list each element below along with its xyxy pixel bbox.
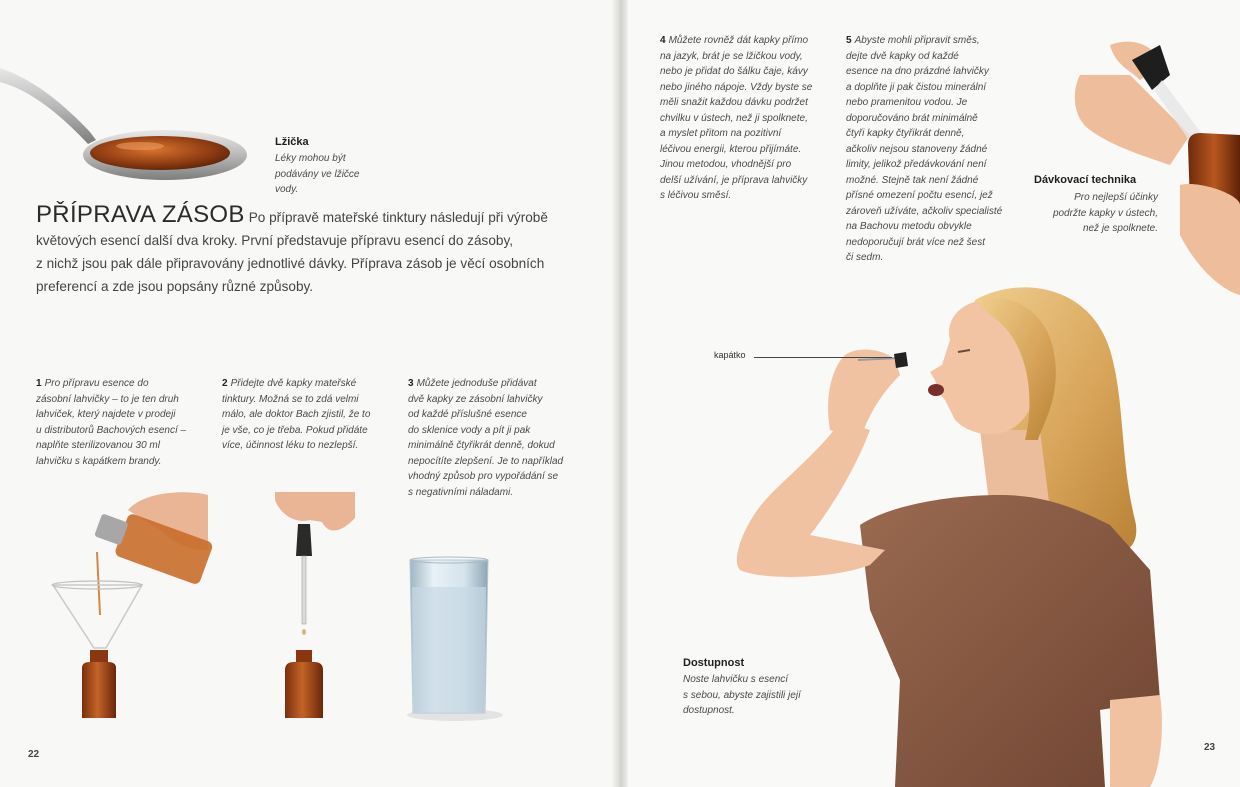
technique-caption-text: Pro nejlepší účinky podržte kapky v ústech, než je spolknete. — [1052, 192, 1158, 234]
section-title: PŘÍPRAVA ZÁSOB — [36, 201, 245, 228]
step-4-text: 4 Můžete rovněž dát kapky přímo na jazyk, brát je se lžičkou vody, nebo je přidat do šálku čaje, kávy nebo jiného nápoje. Vždy byste se měli snažit každou dávku podržet chvilku v ústech, než ji spolknete, a myslet přitom na pozitivní léčivou energii, kterou přijímáte. Jinou metodou, vhodnější pro delší užívání, je příprava lahvičky s léčivou směsí. — [660, 35, 813, 201]
step-2-text: 2 Přidejte dvě kapky mateřské tinktury. Možná se to zdá velmi málo, ale doktor Bach zjistil, že to je vše, co je třeba. Pokud přidáte více, účinnost léku to nezlepší. — [222, 378, 371, 451]
step-1-text: 1 Pro přípravu esence do zásobní lahvičky – to je ten druh lahviček, který najdete v prodeji u distributorů Bachových esencí – naplňte sterilizovanou 30 ml lahvičku s kapátkem brandy. — [36, 378, 187, 467]
section-heading: PŘÍPRAVA ZÁSOB Po přípravě mateřské tinktury následují při výrobě květových esencí další dva kroky. První představuje přípravu esencí do zásoby, z nichž jsou pak dále připravovány jednotlivé dávky. Příprava zásob je věcí osobních preferencí a zde jsou popsány různé způsoby. — [36, 201, 548, 294]
page-number-right: 23 — [1204, 742, 1216, 753]
spoon-caption-text: Léky mohou být podávány ve lžičce vody. — [275, 153, 360, 195]
dropper-label: kapátko — [714, 350, 746, 360]
technique-caption-title: Dávkovací technika — [1034, 174, 1137, 186]
water-glass-image — [405, 555, 505, 725]
availability-caption-text: Noste lahvičku s esencí s sebou, abyste zajistili její dostupnost. — [683, 674, 801, 716]
spoon-image — [0, 60, 255, 190]
availability-caption-title: Dostupnost — [683, 657, 745, 669]
dropper-callout-line — [754, 357, 892, 358]
pouring-brandy-image — [50, 490, 210, 722]
page-number-left: 22 — [28, 749, 40, 760]
book-gutter — [612, 0, 628, 787]
spoon-caption-title: Lžička — [275, 136, 309, 148]
hand-dropper-bottle-image — [1070, 35, 1240, 295]
step-5-text: 5 Abyste mohli připravit směs, dejte dvě kapky od každé esence na dno prázdné lahvičky a doplňte ji pak čistou minerální nebo pramenitou vodou. Je doporučováno brát minimálně čtyři kapky čtyřikrát denně, ačkoliv nejsou stanoveny žádné limity, jelikož předávkování není možné. Stejně tak není žádné přísné omezení počtu esencí, jež zároveň užíváte, ačkoliv specialisté na Bachovu metodu obvykle nedoporučují brát více než šest či sedm. — [846, 35, 1003, 263]
step-3-text: 3 Můžete jednoduše přidávat dvě kapky ze zásobní lahvičky od každé příslušné esence do sklenice vody a pít ji pak minimálně čtyřikrát denně, dokud nepocítíte zlepšení. Je to například vhodný způsob pro vypořádání se s negativními náladami. — [408, 378, 564, 498]
dropper-drops-image — [270, 490, 360, 722]
